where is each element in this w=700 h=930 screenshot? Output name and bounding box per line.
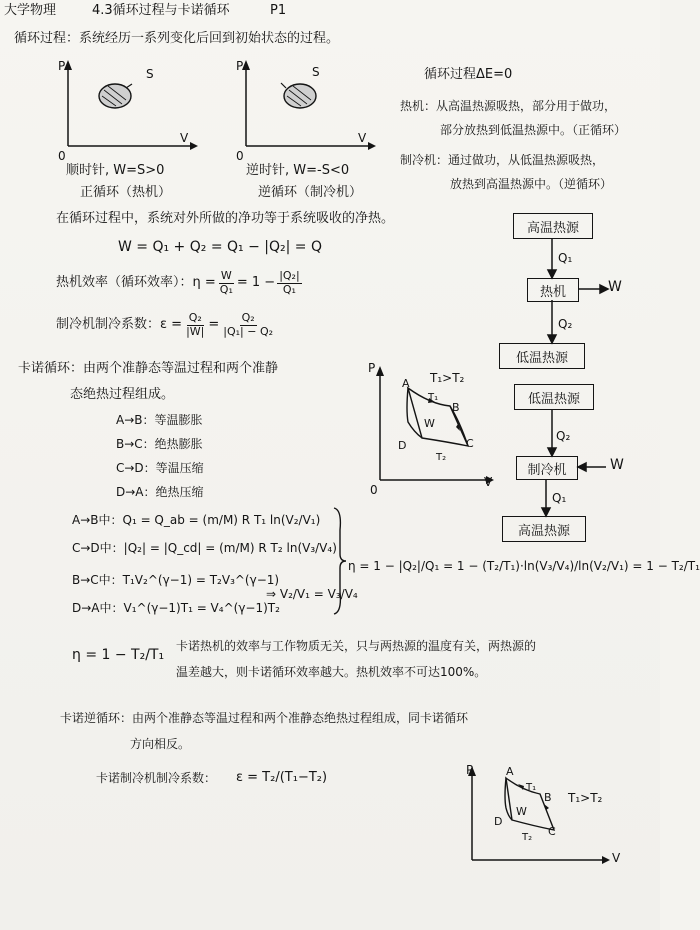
- flow-engine-q1: Q₁: [558, 251, 573, 265]
- s-label-1: S: [146, 67, 154, 81]
- flow-engine: 热机: [527, 278, 579, 302]
- derivation-cd: C→D中：|Q₂| = |Q_cd| = (m/M) R T₂ ln(V₃/V₄): [72, 541, 337, 555]
- conclusion-text-2: 温差越大，则卡诺循环效率越大。热机效率不可达100%。: [176, 665, 487, 679]
- engine-note-1: 热机：从高温热源吸热，部分用于做功，: [400, 99, 617, 113]
- v-axis-label-2: V: [358, 131, 367, 145]
- reverse-point-a: A: [506, 765, 514, 778]
- origin-label-2: 0: [236, 149, 244, 163]
- carnot-step-bc: B→C：绝热膨胀: [116, 437, 203, 451]
- engine-eff-eta: η =: [192, 274, 216, 290]
- carnot-intro-1: 卡诺循环：由两个准静态等温过程和两个准静: [18, 361, 279, 376]
- derivation-ab: A→B中：Q₁ = Q_ab = (m/M) R T₁ ln(V₂/V₁): [72, 513, 321, 527]
- reverse-carnot-pv-diagram: [464, 764, 614, 874]
- delta-e-note: 循环过程ΔE=0: [424, 67, 513, 82]
- reverse-point-c: C: [548, 825, 556, 838]
- flow-fridge-cold: 低温热源: [514, 384, 594, 410]
- flow-engine-w: W: [608, 279, 622, 295]
- section-title: 4.3循环过程与卡诺循环: [92, 3, 230, 18]
- carnot-condition: T₁>T₂: [430, 371, 465, 385]
- reverse-condition: T₁>T₂: [568, 791, 603, 805]
- carnot-point-c: C: [466, 437, 474, 450]
- engine-eff-den2: Q₁: [282, 282, 296, 296]
- engine-eff-den1: Q₁: [219, 282, 233, 296]
- reverse-coef-formula: ε = T₂/(T₁−T₂): [236, 770, 328, 785]
- page-number: P1: [270, 3, 287, 18]
- flow-fridge: 制冷机: [516, 456, 578, 480]
- engine-eff-num1: W: [220, 269, 232, 282]
- carnot-point-a: A: [402, 377, 410, 390]
- fridge-coef-den2: |Q₁| − Q₂: [223, 324, 274, 338]
- fridge-coef-num1: Q₂: [188, 311, 202, 324]
- fridge-note-1: 制冷机：通过做功，从低温热源吸热，: [400, 153, 605, 167]
- flow-cold-source: 低温热源: [499, 343, 585, 369]
- flow-fridge-w: W: [610, 457, 624, 473]
- fridge-coef-den1: |W|: [186, 324, 205, 338]
- carnot-w: W: [424, 417, 435, 430]
- reverse-v-label: V: [612, 851, 621, 865]
- engine-note-2: 部分放热到低温热源中。（正循环）: [440, 123, 627, 137]
- s-label-2: S: [312, 65, 320, 79]
- p-axis-label-1: P: [58, 59, 66, 73]
- conclusion-text-1: 卡诺热机的效率与工作物质无关，只与两热源的温度有关，两热源的: [176, 639, 537, 653]
- reverse-point-b: B: [544, 791, 552, 804]
- carnot-point-b: B: [452, 401, 460, 414]
- derivation-bc: B→C中：T₁V₂^(γ−1) = T₂V₃^(γ−1): [72, 573, 280, 587]
- fridge-coef-eps: ε =: [160, 316, 183, 332]
- v-axis-label-1: V: [180, 131, 189, 145]
- carnot-intro-2: 态绝热过程组成。: [70, 387, 175, 402]
- engine-eff-num2: |Q₂|: [279, 269, 300, 282]
- carnot-v-label: V: [484, 475, 493, 489]
- flow-engine-q2: Q₂: [558, 317, 573, 331]
- carnot-step-cd: C→D：等温压缩: [116, 461, 204, 475]
- fridge-note-2: 放热到高温热源中。（逆循环）: [450, 177, 613, 191]
- derivation-da: D→A中：V₁^(γ−1)T₁ = V₄^(γ−1)T₂: [72, 601, 280, 615]
- carnot-t1: T₁: [428, 392, 439, 403]
- counter-type: 逆循环（制冷机）: [258, 185, 363, 200]
- counter-caption: 逆时针, W=-S<0: [246, 163, 350, 178]
- origin-label-1: 0: [58, 149, 66, 163]
- engine-eff-label: 热机效率（循环效率）：: [56, 274, 193, 290]
- clockwise-caption: 顺时针, W=S>0: [66, 163, 165, 178]
- carnot-origin: 0: [370, 483, 378, 497]
- reverse-point-d: D: [494, 815, 503, 828]
- reverse-coef-label: 卡诺制冷机制冷系数：: [96, 771, 217, 785]
- reverse-t2: T₂: [522, 832, 533, 843]
- carnot-t2: T₂: [436, 452, 447, 463]
- cycle-definition: 循环过程：系统经历一系列变化后回到初始状态的过程。: [14, 31, 340, 46]
- reverse-w: W: [516, 805, 527, 818]
- carnot-step-ab: A→B：等温膨胀: [116, 413, 203, 427]
- carnot-point-d: D: [398, 439, 407, 452]
- carnot-p-label: P: [368, 361, 376, 375]
- clockwise-type: 正循环（热机）: [80, 185, 172, 200]
- engine-eff-mid: = 1 −: [236, 274, 276, 290]
- p-axis-label-2: P: [236, 59, 244, 73]
- flow-fridge-hot: 高温热源: [502, 516, 586, 542]
- flow-hot-source: 高温热源: [513, 213, 593, 239]
- net-work-statement: 在循环过程中，系统对外所做的净功等于系统吸收的净热。: [56, 211, 395, 226]
- reverse-t1: T₁: [526, 782, 537, 793]
- reverse-p-label: P: [466, 763, 474, 777]
- carnot-efficiency-formula: η = 1 − T₂/T₁: [72, 647, 165, 663]
- fridge-coef-label: 制冷机制冷系数：: [56, 316, 161, 332]
- fridge-coef-mid: =: [208, 316, 220, 332]
- derivation-eta: η = 1 − |Q₂|/Q₁ = 1 − (T₂/T₁)·ln(V₃/V₄)/ln(V₂/V₁) = 1 − T₂/T₁: [348, 559, 700, 573]
- reverse-text-2: 方向相反。: [130, 737, 191, 751]
- work-equation: W = Q₁ + Q₂ = Q₁ − |Q₂| = Q: [118, 239, 322, 255]
- flow-fridge-q1: Q₁: [552, 491, 567, 505]
- course-title: 大学物理: [4, 3, 57, 18]
- reverse-text-1: 卡诺逆循环：由两个准静态等温过程和两个准静态绝热过程组成，同卡诺循环: [60, 711, 469, 725]
- carnot-step-da: D→A：绝热压缩: [116, 485, 204, 499]
- derivation-ratio: ⇒ V₂/V₁ = V₃/V₄: [266, 587, 358, 601]
- derivation-brace: [330, 506, 350, 616]
- fridge-coef-num2: Q₂: [241, 311, 255, 324]
- flow-fridge-q2: Q₂: [556, 429, 571, 443]
